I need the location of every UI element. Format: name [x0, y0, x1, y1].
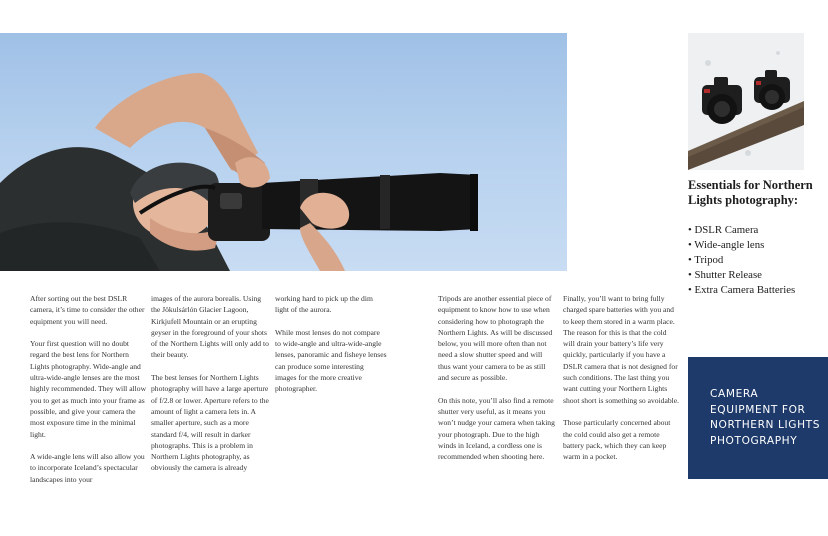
section-title-banner	[688, 357, 828, 479]
list-item: • Wide-angle lens	[688, 238, 795, 253]
text-column-4	[438, 293, 556, 474]
cameras-in-snow-photo	[688, 33, 804, 170]
list-item: • Extra Camera Batteries	[688, 283, 795, 298]
photographer-image	[0, 33, 567, 271]
cameras-image	[688, 33, 804, 170]
paragraph: The best lenses for Northern Lights photography will have a large aperture of f/2.8 or lower. Aperture refers to the amount of light a camera lets in. A smaller aperture, such as a more standard f/4, will result in darker photographs. This is a problem in Northern Lights photography, as obviously the camera is already	[151, 373, 269, 473]
paragraph: Finally, you’ll want to bring fully charged spare batteries with you and to keep them stored in a warm place. The reason for this is that the cold will drain your battery’s life very quickly, particularly if you have a DSLR camera that is not designed for such conditions. The last thing you want cutting your Northern Lights shoot short is something so avoidable.	[563, 294, 680, 405]
paragraph: A wide-angle lens will also allow you to incorporate Iceland’s spectacular landscapes into your	[30, 452, 145, 484]
text-column-2	[151, 293, 270, 485]
paragraph: Those particularly concerned about the cold could also get a remote battery pack, which they can keep warm in a pocket.	[563, 418, 671, 462]
text-column-1	[30, 293, 148, 496]
paragraph: Tripods are another essential piece of equipment to know how to use when considering how to photograph the Northern Lights. As will be discussed below, you will more often than not need a slow shutter speed and will thus want your camera to be as still and secure as possible.	[438, 294, 553, 383]
text-column-3	[275, 293, 387, 406]
essentials-heading: Essentials for Northern Lights photography:	[688, 178, 813, 207]
text-column-5	[563, 293, 680, 474]
list-item: • DSLR Camera	[688, 223, 795, 238]
paragraph: On this note, you’ll also find a remote shutter very useful, as it means you won’t nudge your camera when taking your photograph. Due to the high winds in Iceland, a cordless one is recommended when shooting here.	[438, 395, 555, 462]
section-title: CAMERA EQUIPMENT FOR NORTHERN LIGHTS PHOTOGRAPHY	[710, 388, 821, 447]
paragraph: While most lenses do not compare to wide-angle and ultra-wide-angle lenses, panoramic and fisheye lenses can produce some interesting images for the more creative photographer.	[275, 327, 387, 394]
essentials-list	[688, 223, 795, 298]
paragraph: working hard to pick up the dim light of the aurora.	[275, 294, 373, 315]
paragraph: images of the aurora borealis. Using the Jökulsárlón Glacier Lagoon, Kirkjufell Mountain or an erupting geyser in the foreground of your shots of the Northern Lights will only add to their beauty.	[151, 294, 269, 360]
list-item: • Tripod	[688, 253, 795, 268]
paragraph: After sorting out the best DSLR camera, it’s time to consider the other equipment you will need.	[30, 294, 145, 326]
hero-photo	[0, 33, 567, 271]
paragraph: Your first question will no doubt regard the best lens for Northern Lights photography. Wide-angle and ultra-wide-angle lenses are the most highly recommended. They will allow you to get as much into your frame as possible, and give your camera the most exposure time in the minimal light.	[30, 339, 147, 439]
list-item: • Shutter Release	[688, 268, 795, 283]
